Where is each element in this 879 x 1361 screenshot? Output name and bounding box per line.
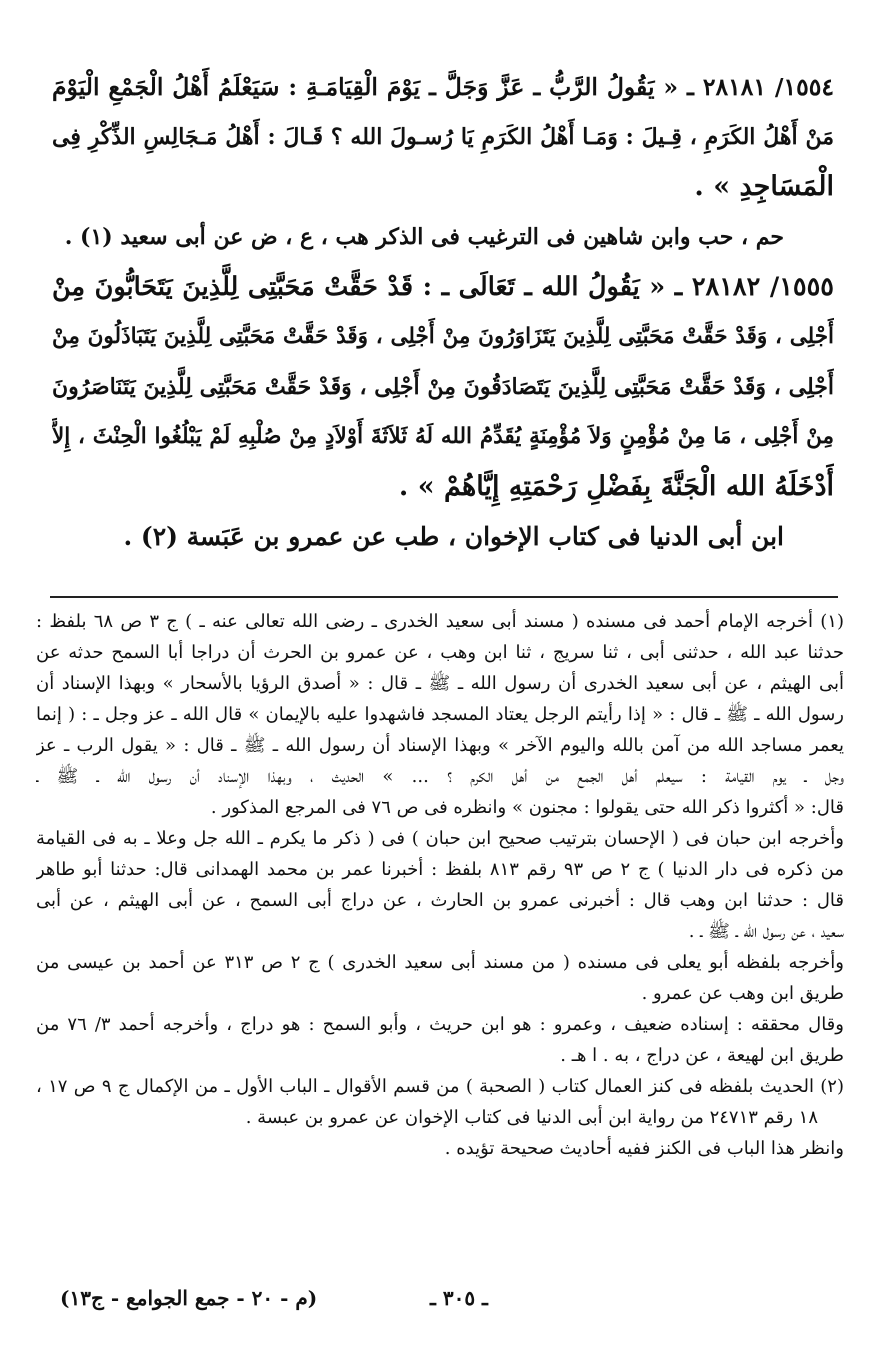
footnote-line: ١٨ رقم ٢٤٧١٣ من رواية ابن أبى الدنيا فى كتاب الإخوان عن عمرو بن عبسة . [245, 1107, 818, 1128]
footnote-line: وانظر هذا الباب فى الكنز ففيه أحاديث صحيحة تؤيده . [444, 1138, 844, 1159]
footnote-line: (٢) الحديث بلفظه فى كنز العمال كتاب ( الصحبة ) من قسم الأقوال ـ الباب الأول ـ من الإكمال ج ٩ ص ١٧ ، [36, 1076, 844, 1097]
footnote-line: وأخرجه بلفظه أبو يعلى فى مسنده ( من مسند أبى سعيد الخدرى ) ج ٢ ص ٣١٣ عن أحمد بن عيسى من [36, 952, 844, 973]
hadith-line: مَنْ أَهْلُ الكَرَمِ ، قِـيلَ : وَمَـا أَهْلُ الكَرَمِ يَا رُسـولَ الله ؟ قَـالَ : أَهْلُ مَـجَالِسِ الذِّكْرِ فِى [52, 124, 834, 150]
footnote-line: قال: « أكثروا ذكر الله حتى يقولوا : مجنون » وانظره فى ص ٧٦ فى المرجع المذكور . [210, 797, 844, 818]
hadith-line: أَدْخَلَهُ الله الْجَنَّةَ بِفَضْلِ رَحْمَتِهِ إِيَّاهُمْ » . [398, 471, 834, 502]
footnote-2 [36, 1071, 844, 1133]
footnote-line: وأخرجه ابن حبان فى ( الإحسان بترتيب صحيح ابن حبان ) فى ( ذكر ما يكرم ـ الله جل وعلا ـ به فى القيامة [36, 828, 844, 849]
hadith-source: ابن أبى الدنيا فى كتاب الإخوان ، طب عن عمرو بن عَبَسة (٢) . [123, 522, 784, 551]
footnote-line: طريق ابن وهب عن عمرو . [641, 983, 844, 1004]
volume-reference: (م - ٢٠ - جمع الجوامع - ج١٣) [60, 1286, 318, 1310]
footnotes [36, 606, 844, 1164]
page-number: ـ ٣٠٥ ـ [430, 1286, 488, 1310]
hadith-1554 [52, 62, 834, 262]
hadith-line: أَجْلِى ، وَقَدْ حَقَّتْ مَحَبَّتِى لِلَّذِينَ يَتَصَادَقُونَ مِنْ أَجْلِى ، وَقَدْ حَقَّتْ مَحَبَّتِى لِلَّذِينَ يَتَنَاصَرُونَ [52, 374, 834, 400]
hadith-line: مِنْ أَجْلِى ، مَا مِنْ مُؤْمِنٍ وَلاَ مُؤْمِنَةٍ يُقَدِّمُ الله لَهُ ثَلاَثَةَ أَوْلاَدٍ مِنْ صُلْبِهِ لَمْ يَبْلُغُوا الْحِنْثَ ، إِلاَّ [52, 424, 834, 449]
hadith-line: أَجْلِى ، وَقَدْ حَقَّتْ مَحَبَّتِى لِلَّذِينَ يَتَزَاوَرُونَ مِنْ أَجْلِى ، وَقَدْ حَقَّتْ مَحَبَّتِى لِلَّذِينَ يَتَبَاذَلُونَ مِنْ [52, 324, 834, 349]
footnote-line: قال : حدثنا ابن وهب قال : أخبرنى عمرو بن الحارث ، عن دراج أبى السمح ، عن أبى الهيثم ، عن أبى [36, 890, 844, 911]
footnote-line: من ذكره فى دار الدنيا ) ج ٢ ص ٩٣ رقم ٨١٣ بلفظ : أخبرنا عمر بن محمد الهمدانى قال: حدثنا أبو طاهر [36, 859, 844, 880]
footnote-line: طريق ابن لهيعة ، عن دراج ، به . ا هـ . [560, 1045, 844, 1066]
main-text [52, 62, 834, 562]
footnote-line: سعيد ، عن رسول الله ـ ﷺ ـ . [688, 921, 844, 942]
footnote-1-ahmad [36, 606, 844, 823]
footnote-line: رسول الله ـ ﷺ ـ قال : « إذا رأيتم الرجل يعتاد المسجد فاشهدوا عليه بالإيمان » قال الله ـ عز وجل ـ : ( إنما [36, 704, 844, 725]
footnote-line: (١) أخرجه الإمام أحمد فى مسنده ( مسند أبى سعيد الخدرى ـ رضى الله تعالى عنه ـ ) ج ٣ ص ٦٨ بلفظ : [36, 611, 844, 632]
footnote-line: وقال محققه : إسناده ضعيف ، وعمرو : هو ابن حريث ، وأبو السمح : هو دراج ، وأخرجه أحمد ٣/ ٧٦ من [36, 1014, 844, 1035]
footnote-divider [50, 596, 838, 598]
footnote-line: وجل ـ يوم القيامة : سيعلم أهل الجمع من أهل الكرم ؟ ... » الحديث ، وبهذا الإسناد أن رسول الله ـ ﷺ ـ [36, 766, 844, 787]
footnote-1-ibn-hibban [36, 823, 844, 947]
hadith-line: ١٥٥٤/ ٢٨١٨١ ـ « يَقُولُ الرَّبُّ ـ عَزَّ وَجَلَّ ـ يَوْمَ الْقِيَامَـةِ : سَيَعْلَمُ أَهْلُ الْجَمْعِ الْيَوْمَ [52, 73, 834, 101]
footnote-2-note [36, 1133, 844, 1164]
hadith-line: ١٥٥٥/ ٢٨١٨٢ ـ « يَقُولُ الله ـ تَعَالَى ـ : قَدْ حَقَّتْ مَحَبَّتِى لِلَّذِينَ يَتَحَابُّونَ مِنْ [52, 272, 834, 302]
footnote-line: يعمر مساجد الله من آمن بالله واليوم الآخر » وبهذا الإسناد أن رسول الله ـ ﷺ ـ قال : « يقول الرب ـ عز [36, 735, 844, 756]
page-footer [60, 1283, 820, 1313]
footnote-line: أبى الهيثم ، عن أبى سعيد الخدرى أن رسول الله ـ ﷺ ـ قال : « أصدق الرؤيا بالأسحار » وبهذا الإسناد أن [36, 673, 844, 694]
footnote-1-abu-yala [36, 947, 844, 1009]
hadith-1555 [52, 262, 834, 562]
footnote-1-editor [36, 1009, 844, 1071]
hadith-source: حم ، حب وابن شاهين فى الترغيب فى الذكر هب ، ع ، ض عن أبى سعيد (١) . [64, 224, 784, 250]
footnote-line: حدثنا عبد الله ، حدثنى أبى ، ثنا سريج ، ثنا ابن وهب ، عن عمرو بن الحرث أن دراجا أبا السمح حدثه عن [36, 642, 844, 663]
hadith-line: الْمَسَاجِدِ » . [694, 171, 834, 202]
